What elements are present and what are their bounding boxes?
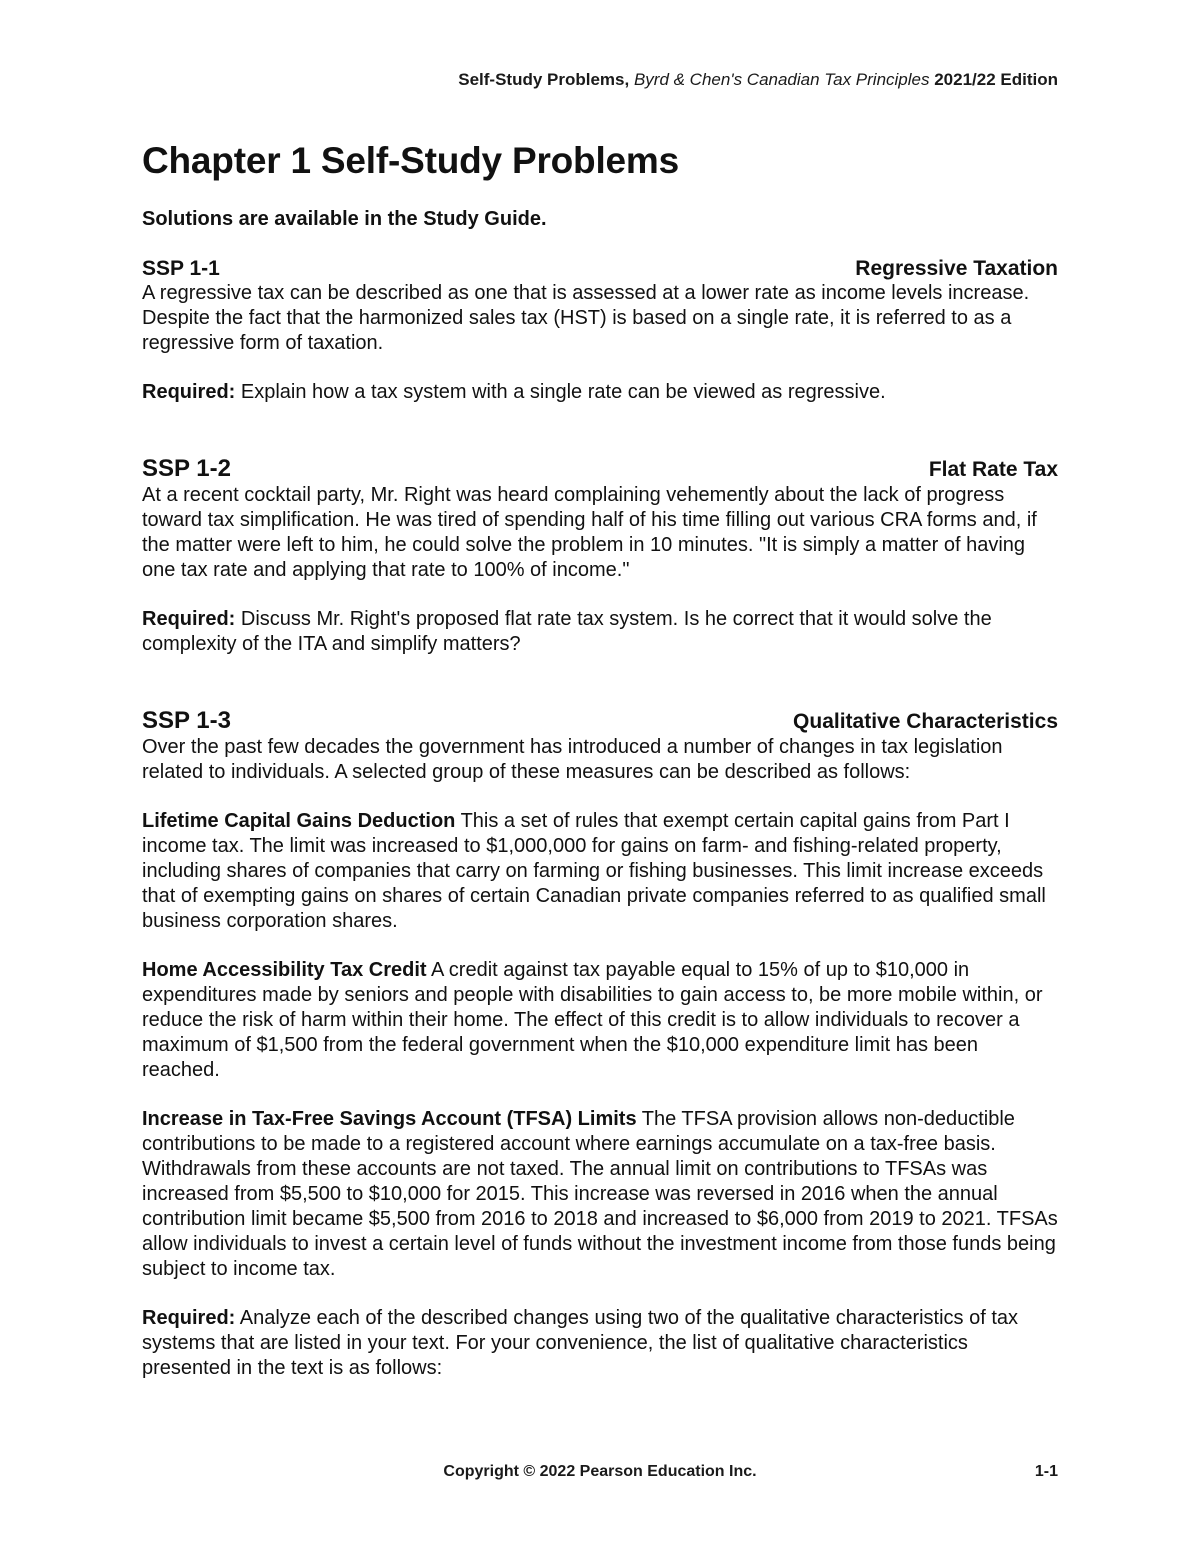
ssp-1-3-id: SSP 1-3 [142, 707, 231, 734]
ssp-1-2-required [142, 607, 1058, 657]
required-text: Explain how a tax system with a single rate can be viewed as regressive. [235, 381, 886, 403]
ssp-1-1-heading [142, 257, 1058, 281]
page-title: Chapter 1 Self-Study Problems [142, 140, 679, 181]
required-label: Required: [142, 1307, 236, 1329]
item-label: Lifetime Capital Gains Deduction [142, 810, 456, 832]
ssp-1-2-id: SSP 1-2 [142, 455, 231, 482]
ssp-1-2-text: At a recent cocktail party, Mr. Right was heard complaining vehemently about the lack of progress toward tax simplification. He was tired of spending half of his time filling out various CRA forms and, if the matter were left to him, he could solve the problem in 10 minutes. "It is simply a matter of having one tax rate and applying that rate to 100% of income." [142, 484, 1037, 581]
page-number: 1-1 [1034, 1463, 1058, 1480]
ssp-1-1-id: SSP 1-1 [142, 257, 220, 280]
ssp-1-3-intro: Over the past few decades the government has introduced a number of changes in tax legislation related to individuals. A selected group of these measures can be described as follows: [142, 736, 1003, 783]
ssp-1-1-required [142, 380, 1058, 405]
item-label: Increase in Tax-Free Savings Account (TFSA) Limits [142, 1108, 637, 1130]
ssp-1-3-item-tfsa [142, 1107, 1058, 1282]
item-text: A credit against tax payable equal to 15% of up to $10,000 in expenditures made by seniors and people with disabilities to gain access to, be more mobile within, or reduce the risk of harm within their home. The effect of this credit is to allow individuals to recover a maximum of $1,500 from the federal government when the $10,000 expenditure limit has been reached. [142, 959, 1043, 1081]
ssp-1-1-text: A regressive tax can be described as one that is assessed at a lower rate as income levels increase. Despite the fact that the harmonized sales tax (HST) is based on a single rate, it is referred to as a regressive form of taxation. [142, 282, 1030, 354]
item-text: This a set of rules that exempt certain capital gains from Part I income tax. The limit was increased to $1,000,000 for gains on farm- and fishing-related property, including shares of companies that carry on farming or fishing businesses. This limit increase exceeds that of exempting gains on shares of certain Canadian private companies referred to as qualified small business corporation shares. [142, 810, 1046, 932]
item-text: The TFSA provision allows non-deductible contributions to be made to a registered account where earnings accumulate on a tax-free basis. Withdrawals from these accounts are not taxed. The annual limit on contributions to TFSAs was increased from $5,500 to $10,000 for 2015. This increase was reversed in 2016 when the annual contribution limit became $5,500 from 2016 to 2018 and increased to $6,000 from 2019 to 2021. TFSAs allow individuals to invest a certain level of funds without the investment income from those funds being subject to income tax. [142, 1108, 1058, 1280]
item-label: Home Accessibility Tax Credit [142, 959, 427, 981]
header-book-title: Byrd & Chen's Canadian Tax Principles [633, 70, 930, 89]
ssp-1-3-required [142, 1306, 1058, 1381]
page-subtitle: Solutions are available in the Study Guide. [142, 208, 547, 230]
ssp-1-1-topic: Regressive Taxation [855, 257, 1058, 280]
required-text: Discuss Mr. Right's proposed flat rate tax system. Is he correct that it would solve the complexity of the ITA and simplify matters? [142, 608, 992, 655]
ssp-1-3-heading [142, 707, 1058, 735]
ssp-1-2-heading [142, 455, 1058, 483]
main-content [142, 140, 1058, 1381]
ssp-1-3-item-hatc [142, 958, 1058, 1083]
header-edition: 2021/22 Edition [929, 70, 1058, 89]
ssp-1-3-topic: Qualitative Characteristics [793, 710, 1058, 733]
header-series: Self-Study Problems, [458, 70, 634, 89]
required-label: Required: [142, 608, 236, 630]
copyright-notice: Copyright © 2022 Pearson Education Inc. [443, 1463, 757, 1480]
required-text: Analyze each of the described changes using two of the qualitative characteristics of tax systems that are listed in your text. For your convenience, the list of qualitative characteristics presented in the text is as follows: [142, 1307, 1019, 1379]
required-label: Required: [142, 381, 236, 403]
running-header [458, 70, 1058, 90]
ssp-1-3-item-lcgd [142, 809, 1058, 934]
ssp-1-2-topic: Flat Rate Tax [928, 458, 1058, 481]
